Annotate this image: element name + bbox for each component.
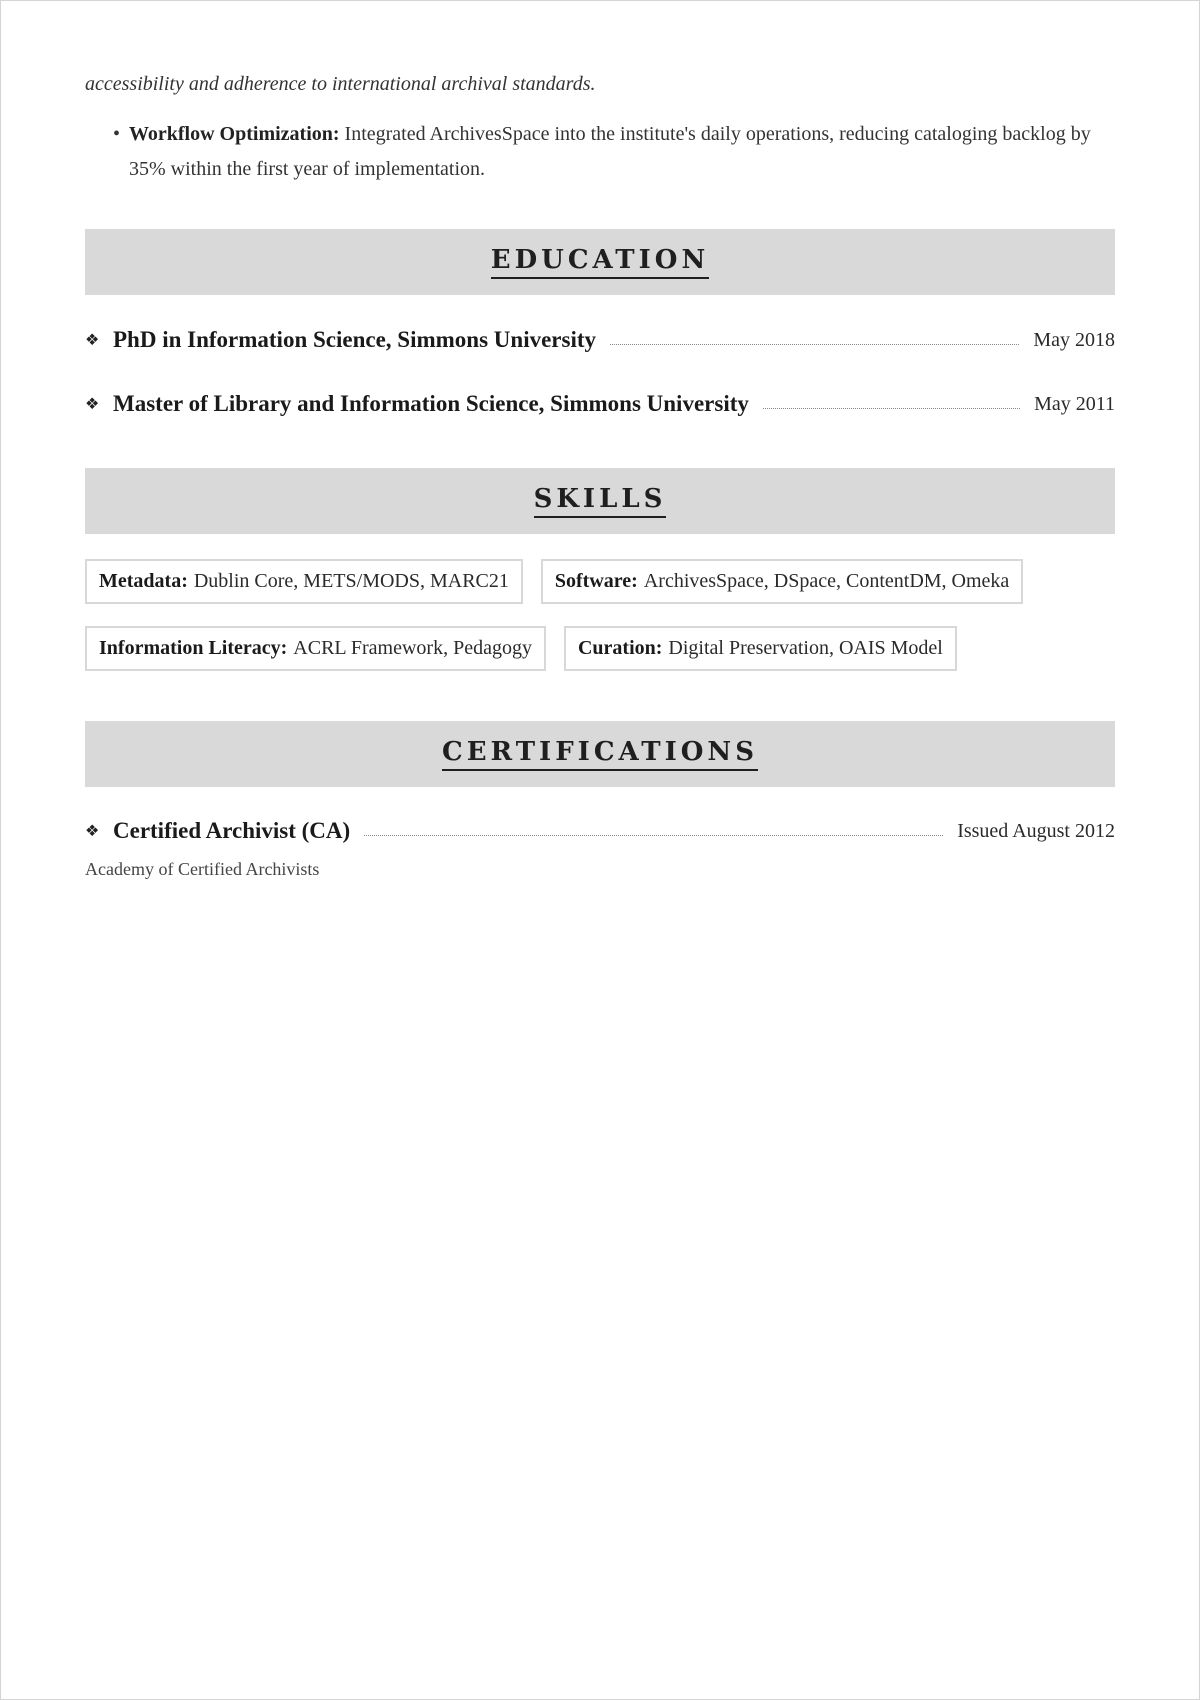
certification-title: Certified Archivist (CA) — [113, 818, 351, 843]
certification-date: Issued August 2012 — [957, 819, 1115, 842]
education-entry-title: Master of Library and Information Science, Simmons University — [113, 391, 749, 416]
certification-entry — [85, 814, 1115, 848]
skill-value: ArchivesSpace, DSpace, ContentDM, Omeka — [643, 570, 1010, 592]
dotted-leader — [364, 835, 943, 836]
education-heading: EDUCATION — [491, 245, 709, 279]
skill-value: ACRL Framework, Pedagogy — [293, 637, 532, 659]
certifications-section-header — [85, 721, 1115, 787]
experience-italic-line: accessibility and adherence to international archival standards. — [85, 73, 596, 95]
dotted-leader — [610, 344, 1019, 345]
skills-heading: SKILLS — [534, 484, 667, 518]
dotted-leader — [763, 408, 1020, 409]
skill-value: Digital Preservation, OAIS Model — [668, 637, 943, 659]
certification-issuer: Academy of Certified Archivists — [85, 859, 320, 879]
diamond-ornament-icon: ❖ — [85, 396, 100, 413]
education-section-header — [85, 229, 1115, 295]
experience-bullet-body — [113, 117, 1115, 187]
diamond-ornament-icon: ❖ — [85, 332, 100, 349]
skill-label: Software: — [554, 570, 638, 592]
experience-bullet-text: Integrated ArchivesSpace into the institute's daily operations, reducing cataloging backlog by 35% within the first year of implementation. — [129, 123, 1091, 180]
skill-label: Curation: — [577, 637, 663, 659]
education-entry-date: May 2018 — [1033, 328, 1115, 351]
certifications-heading: CERTIFICATIONS — [442, 737, 758, 771]
education-entry-title: PhD in Information Science, Simmons University — [113, 327, 596, 352]
skill-value: Dublin Core, METS/MODS, MARC21 — [193, 570, 509, 592]
skills-section-header — [85, 468, 1115, 534]
skill-label: Information Literacy: — [99, 637, 288, 659]
education-entry — [85, 387, 1115, 421]
skill-tag — [85, 559, 523, 604]
education-entry-date: May 2011 — [1034, 392, 1115, 415]
skills-row — [85, 626, 957, 671]
education-entry — [85, 323, 1115, 357]
skills-row — [85, 559, 1023, 604]
skill-label: Metadata: — [99, 570, 188, 592]
skill-tag — [85, 626, 546, 671]
skill-tag — [541, 559, 1023, 604]
bullet-dot-icon: • — [113, 123, 121, 145]
skill-tag — [564, 626, 957, 671]
diamond-ornament-icon: ❖ — [85, 823, 100, 840]
experience-bullet — [113, 117, 1115, 187]
experience-bullet-label: Workflow Optimization: — [129, 123, 340, 145]
